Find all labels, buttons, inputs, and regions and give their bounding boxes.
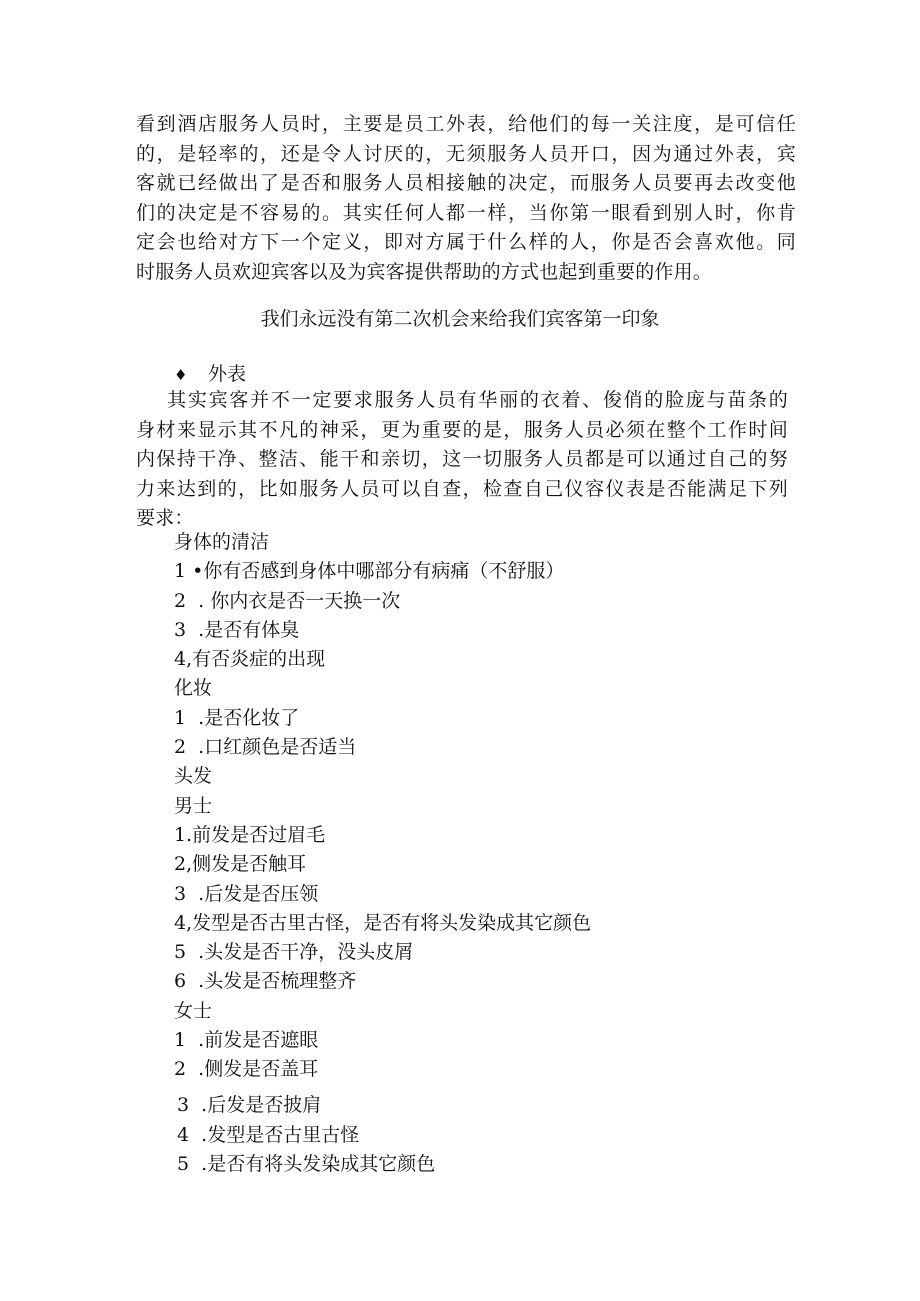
list-item: 3 .后发是否披肩 bbox=[177, 1094, 322, 1116]
appearance-line: 其实宾客并不一定要求服务人员有华丽的衣着、俊俏的脸庞与苗条的 bbox=[136, 389, 788, 411]
list-item: 化妆 bbox=[174, 677, 213, 700]
section-heading: 我们永远没有第二次机会来给我们宾客第一印象 bbox=[260, 308, 660, 330]
list-item: 6 .头发是否梳理整齐 bbox=[174, 970, 357, 993]
intro-line: 的，是轻率的，还是令人讨厌的，无须服务人员开口，因为通过外表，宾 bbox=[136, 142, 796, 165]
list-item: 3 .是否有体臭 bbox=[174, 618, 300, 641]
list-item: 2 .口红颜色是否适当 bbox=[174, 736, 357, 759]
bullet-label: 外表 bbox=[208, 363, 247, 385]
list-item: 1 .是否化妆了 bbox=[174, 706, 300, 729]
intro-line: 时服务人员欢迎宾客以及为宾客提供帮助的方式也起到重要的作用。 bbox=[136, 260, 713, 283]
appearance-line: 要求： bbox=[136, 507, 194, 530]
checklist bbox=[174, 528, 794, 1085]
intro-line: 们的决定是不容易的。其实任何人都一样，当你第一眼看到别人时，你肯 bbox=[136, 201, 796, 224]
list-item: 头发 bbox=[174, 765, 213, 788]
appearance-line: 内保持干净、整洁、能干和亲切，这一切服务人员都是可以通过自己的努 bbox=[136, 448, 788, 471]
list-item: 男士 bbox=[174, 794, 213, 817]
list-item: 4,发型是否古里古怪，是否有将头发染成其它颜色 bbox=[174, 911, 592, 934]
diamond-bullet-icon: ♦ bbox=[174, 366, 188, 384]
list-item: 1 .前发是否遮眼 bbox=[174, 1029, 319, 1052]
list-item: 4 .发型是否古里古怪 bbox=[177, 1123, 360, 1146]
intro-paragraph bbox=[136, 110, 796, 288]
list-item: 1.前发是否过眉毛 bbox=[174, 823, 326, 846]
list-item: 身体的清洁 bbox=[174, 531, 270, 553]
list-item: 5 .是否有将头发染成其它颜色 bbox=[177, 1153, 436, 1175]
list-item: 1 •你有否感到身体中哪部分有病痛（不舒服） bbox=[174, 560, 565, 583]
intro-line: 定会也给对方下一个定义，即对方属于什么样的人，你是否会喜欢他。同 bbox=[136, 231, 796, 254]
appearance-line: 力来达到的，比如服务人员可以自查，检查自己仪容仪表是否能满足下列 bbox=[136, 477, 788, 500]
list-item: 2 .侧发是否盖耳 bbox=[174, 1058, 319, 1081]
list-item: 女士 bbox=[174, 999, 213, 1022]
bullet-item-appearance bbox=[174, 360, 246, 389]
list-item: 3 .后发是否压领 bbox=[174, 882, 319, 905]
list-item: 2,侧发是否触耳 bbox=[174, 853, 307, 876]
list-item: 5 .头发是否干净，没头皮屑 bbox=[174, 941, 414, 964]
appearance-paragraph bbox=[136, 386, 788, 534]
checklist-continued bbox=[174, 1091, 794, 1180]
intro-line: 客就已经做出了是否和服务人员相接触的决定，而服务人员要再去改变他 bbox=[136, 172, 796, 195]
appearance-line: 身材来显示其不凡的神采，更为重要的是，服务人员必须在整个工作时间 bbox=[136, 418, 788, 441]
list-item: 2 . 你内衣是否一天换一次 bbox=[174, 589, 401, 612]
intro-line: 看到酒店服务人员时，主要是员工外表，给他们的每一关注度，是可信任 bbox=[136, 113, 796, 135]
list-item: 4,有否炎症的出现 bbox=[174, 648, 326, 671]
